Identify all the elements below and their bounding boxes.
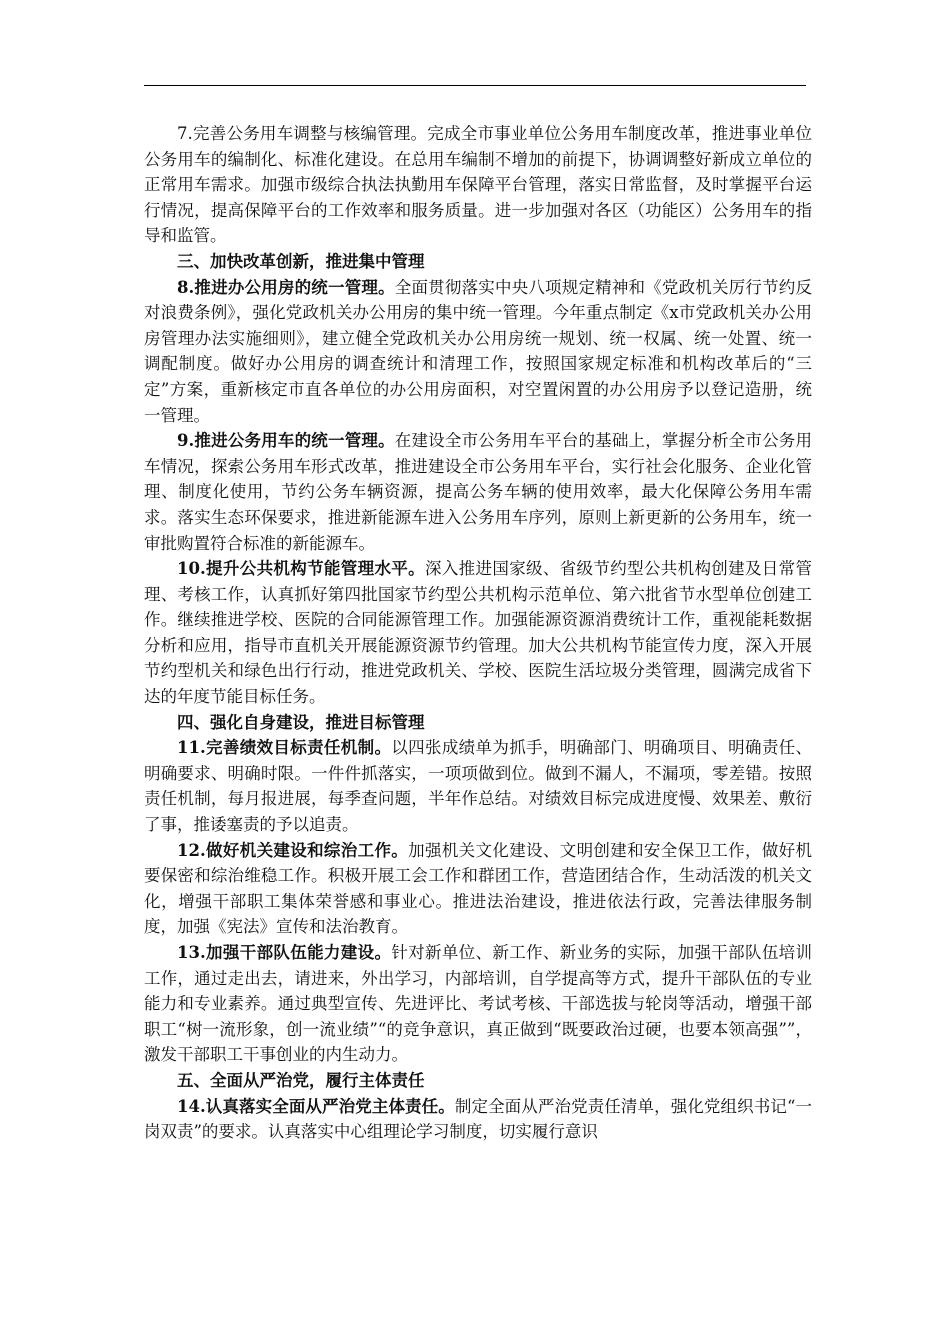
paragraph-text: 制定全面从严治党责任清单，强化党组织书记“一岗双责”的要求。认真落实中心组理论学习制度，切实履行意识 [144,1096,812,1142]
paragraph-title: 11.完善绩效目标责任机制。 [177,738,392,758]
paragraph-11 [144,735,812,837]
paragraph-12 [144,838,812,940]
paragraph-8 [144,275,812,429]
paragraph-title: 8.推进办公用房的统一管理。 [177,277,395,297]
section-heading-5: 五、全面从严治党，履行主体责任 [177,1070,425,1090]
paragraph-title: 13.加强干部队伍能力建设。 [177,943,392,962]
paragraph-text: 加强机关文化建设、文明创建和安全保卫工作，做好机要保密和综治维稳工作。积极开展工会工作和群团工作，营造团结合作，生动活泼的机关文化，增强干部职工集体荣誉感和事业心。推进法治建设，推进依法行政，完善法律服务制度，加强《宪法》宣传和法治教育。 [144,840,813,937]
paragraph-title: 9.推进公务用车的统一管理。 [177,431,395,451]
paragraph-13 [144,940,812,1068]
header-rule [144,85,806,86]
paragraph-9 [144,428,812,556]
document-body [144,121,812,1145]
paragraph-title: 12.做好机关建设和综治工作。 [177,840,409,860]
paragraph-7 [144,121,812,249]
paragraph-title: 14.认真落实全面从严治党主体责任。 [177,1096,455,1116]
paragraph-10 [144,556,812,710]
paragraph-text: 7.完善公务用车调整与核编管理。完成全市事业单位公务用车制度改革，推进事业单位公务用车的编制化、标准化建设。在总用车编制不增加的前提下，协调调整好新成立单位的正常用车需求。加强市级综合执法执勤用车保障平台管理，落实日常监督，及时掌握平台运行情况，提高保障平台的工作效率和服务质量。进一步加强对各区（功能区）公务用车的指导和监管。 [144,124,812,246]
section-heading-4: 四、强化自身建设，推进目标管理 [177,712,425,732]
paragraph-text: 针对新单位、新工作、新业务的实际，加强干部队伍培训工作，通过走出去，请进来，外出学习，内部培训，自学提高等方式，提升干部队伍的专业能力和专业素养。通过典型宣传、先进评比、考试考核、干部选拔与轮岗等活动，增强干部职工“树一流形象，创一流业绩”“的竞争意识，真正做到“既要政治过硬，也要本领高强””，激发干部职工干事创业的内生动力。 [144,943,813,1065]
paragraph-text: 全面贯彻落实中央八项规定精神和《党政机关厉行节约反对浪费条例》，强化党政机关办公用房的集中统一管理。今年重点制定《x市党政机关办公用房管理办法实施细则》，建立健全党政机关办公用房统一规划、统一权属、统一处置、统一调配制度。做好办公用房的调查统计和清理工作，按照国家规定标准和机构改革后的“三定”方案，重新核定市直各单位的办公用房面积，对空置闲置的办公用房予以登记造册，统一管理。 [144,277,812,425]
paragraph-text: 在建设全市公务用车平台的基础上，掌握分析全市公务用车情况，探索公务用车形式改革，推进建设全市公务用车平台，实行社会化服务、企业化管理、制度化使用，节约公务车辆资源，提高公务车辆的使用效率，最大化保障公务用车需求。落实生态环保要求，推进新能源车进入公务用车序列，原则上新更新的公务用车，统一审批购置符合标准的新能源车。 [144,431,812,553]
paragraph-14 [144,1094,812,1145]
paragraph-text: 深入推进国家级、省级节约型公共机构创建及日常管理、考核工作，认真抓好第四批国家节约型公共机构示范单位、第六批省节水型单位创建工作。继续推进学校、医院的合同能源管理工作。加强能源资源消费统计工作，重视能耗数据分析和应用，指导市直机关开展能源资源节约管理。加大公共机构节能宣传力度，深入开展节约型机关和绿色出行行动，推进党政机关、学校、医院生活垃圾分类管理，圆满完成省下达的年度节能目标任务。 [144,559,812,707]
section-heading-3: 三、加快改革创新，推进集中管理 [177,251,425,271]
paragraph-text: 以四张成绩单为抓手，明确部门、明确项目、明确责任、明确要求、明确时限。一件件抓落实，一项项做到位。做到不漏人，不漏项，零差错。按照责任机制，每月报进展，每季查问题，半年作总结。对绩效目标完成进度慢、效果差、敷衍了事，推诿塞责的予以追责。 [144,738,813,835]
paragraph-title: 10.提升公共机构节能管理水平。 [177,559,425,579]
